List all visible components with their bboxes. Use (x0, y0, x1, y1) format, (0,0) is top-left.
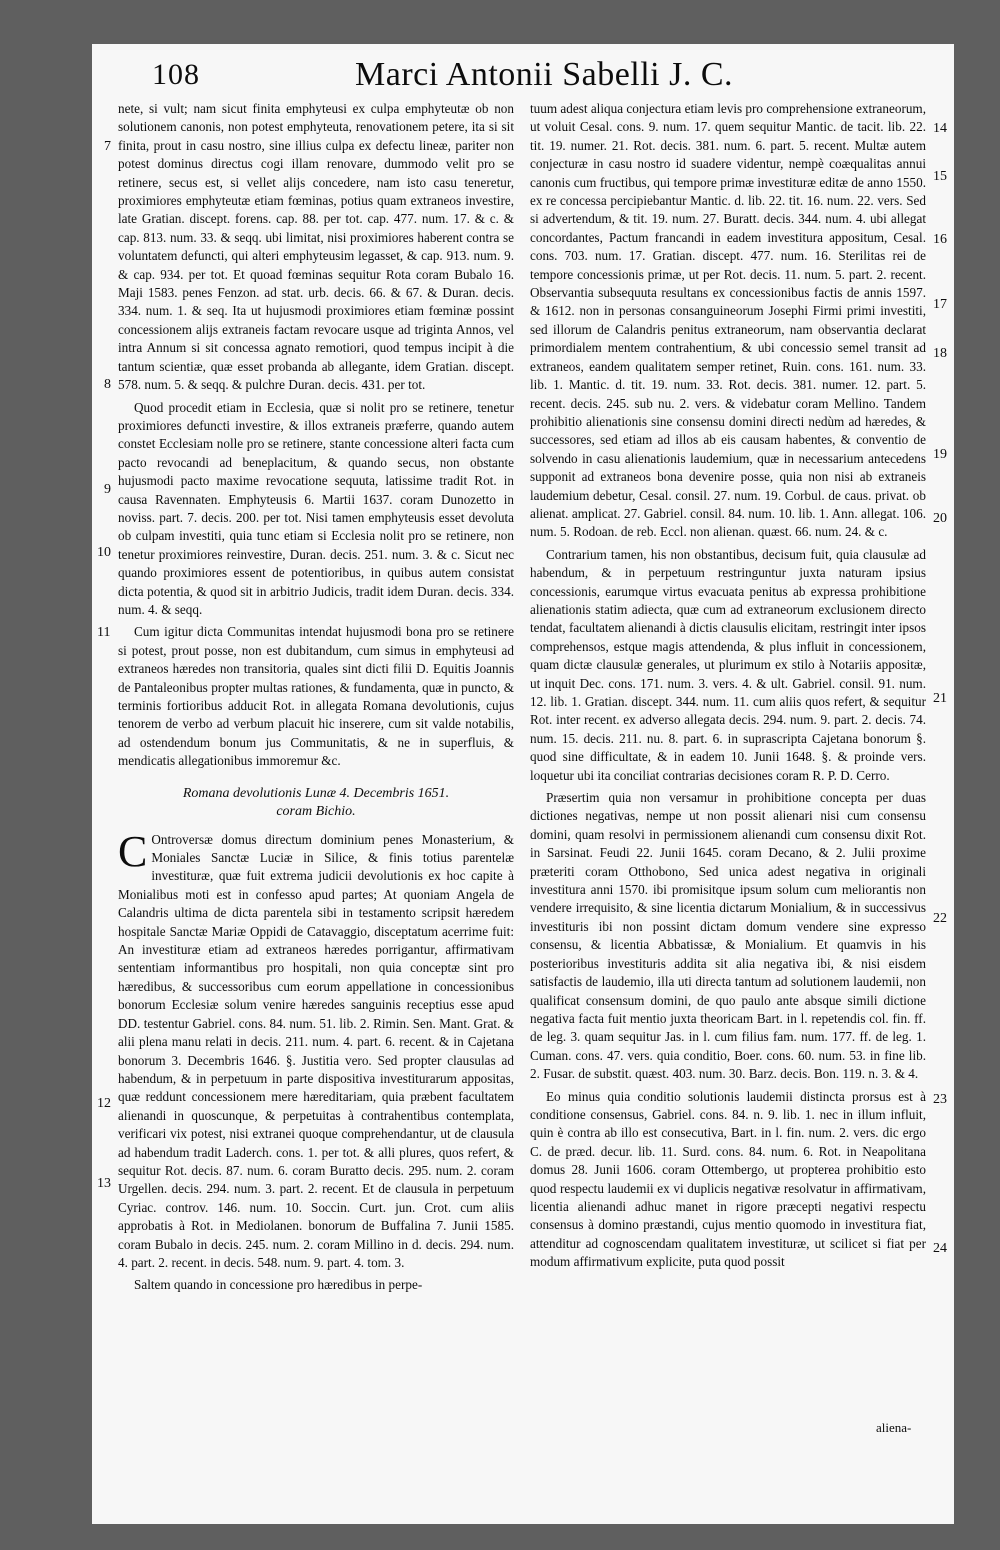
margin-number: 24 (933, 1241, 947, 1256)
margin-number: 7 (104, 139, 111, 154)
margin-number: 11 (97, 625, 111, 640)
left-paragraph-4 (118, 826, 514, 1273)
catchword: aliena- (876, 1420, 912, 1435)
right-column (530, 100, 926, 1272)
right-paragraph-2: Contrarium tamen, his non obstantibus, decisum fuit, quia clausulæ ad habendum, & in perpetuum restringuntur juxta naturam ipsius concessionis, earumque virtus evacuata penitus ab expressa prohibitione alienationis statim adiecta, quæ cum ad extraneorum exclusionem directo tendat, facultatem alienandi à dictis clausulis elicitam, restringit inter ipsos comprehensos, estque magis attendenda, & plus influit in concessionem, quam dictæ clausulæ generales, ut plurimum ex stilo à Notariis appositæ, ut inquit Dec. cons. 171. num. 3. vers. 4. & ult. Gabriel. consil. 91. num. 12. lib. 1. Gratian. discept. 344. num. 11. cum aliis quos refert, & sequitur Rot. inter recent. ex adverso allegata decis. 294. num. 9. part. 2. decis. 74. num. 15. decis. 211. nu. 8. part. 6. in suprascripta Cajetana bonorum §. quod sine difficultate, & in eadem 10. Junii 1648. §. & proinde vers. loquetur ubi ita conciliat contrarias decisiones coram R. P. D. Cerro. (530, 546, 926, 783)
margin-number: 21 (933, 691, 947, 706)
left-paragraph-2: Quod procedit etiam in Ecclesia, quæ si nolit pro se retinere, tenetur proximiores defuncti investire, & illos extraneis præferre, quando autem constet Ecclesiam nolle pro se retinere, stante concessione alteri facta cum pacto revocandi ad beneplacitum, & quando secus, non obstante hujusmodi pacto maxime revocatione sequuta, latissime tradit Rot. in causa Ravennaten. Emphyteusis 6. Martii 1637. coram Dunozetto in noviss. part. 7. decis. 200. per tot. Nisi tamen emphyteusis esset devoluta ob culpam investiti, quia tunc etiam si Ecclesia nolit pro se retinere, non tenetur proximiores reinvestire, Duran. decis. 251. num. 3. & c. Sicut nec quando proximiores essent de potentioribus, in quibus autem consistat dicta potentia, & quod sit in arbitrio Judicis, tradit idem Duran. decis. 334. num. 4. & seqq. (118, 399, 514, 617)
running-title: Marci Antonii Sabelli J. C. (355, 56, 734, 93)
case-heading-line-1: Romana devolutionis Lunæ 4. Decembris 1651. (182, 785, 450, 801)
margin-number: 23 (933, 1092, 947, 1107)
left-column (118, 100, 514, 1295)
margin-number: 16 (933, 232, 947, 247)
case-heading-line-2: coram Bichio. (276, 803, 356, 819)
right-paragraph-3: Præsertim quia non versamur in prohibitione concepta per duas dictiones negativas, nempe ut non possit alienari nisi cum consensu domini, quam resolvi in permissionem alienandi cum consensu dixit Rot. in Sarsinat. Feudi 22. Junii 1645. coram Decano, & 2. Julii proxime præteriti coram Otthobono, Sed unica adest negativa in originali investitura anni 1570. ibi promisitque ipsum solum cum meliorantis non vendere irrequisito, & sine licentia dictarum Monialium, & in successivus investituris ibi non possint dictam domum vendere sine expresso consensu, & licentia Abbatissæ, & Monialium. Et quamvis in his posterioribus investituris addita sit alia negativa ibi, & nisi eisdem satisfactis de laudemio, illa uti directa tantum ad solutionem laudemii, non qualificat consensum domini, de quo paulo ante absque simili dictione negativa facta fuit mentio juxta theoricam Bart. in l. repetendis col. fin. ff. de leg. 3. quam sequitur Jas. in l. cum filius fam. num. 177. ff. de leg. 1. Cuman. cons. 47. vers. quia conditio, Boer. cons. 60. num. 53. in fine lib. 2. Fusar. de substit. quæst. 403. num. 30. Barz. decis. Bon. 119. n. 3. & 4. (530, 790, 926, 1082)
drop-cap: C (118, 826, 148, 876)
left-paragraph-4-text: Ontroversæ domus directum dominium penes Monasterium, & Moniales Sanctæ Luciæ in Silice, & finis totius parentelæ investituræ, quæ fuit extrema judicii devolutionis ex hoc capite à Monialibus moti est in confesso apud partes; At quoniam Angela de Calandris ultima de dicta parentela sibi in testamento scripsit hæredem hospitale Sanctæ Mariæ Oppidi de Catavaggio, disceptatum acerrime fuit: An investituræ etiam ad extraneos hæredes porrigantur, affirmativam sententiam informantibus pro hospitali, non quia conceptæ sint pro hæredibus, & successoribus cum eorum appellatione in concessionibus bonorum Ecclesiæ solum venire hæredes sanguinis receptius esse apud DD. testentur Gabriel. cons. 84. num. 51. lib. 2. Rimin. Sen. Mant. Grat. & alii plena manu relati in decis. 211. num. 4. part. 6. recent. & in Cajetana bonorum 3. Decembris 1646. §. Justitia vero. Sed propter clausulas ad habendum, & in perpetuum in parte dispositiva investiturarum appositas, quæ reddunt concessionem mere hæreditariam, quia præbent facultatem alienandi in quoscunque, & perpetuitas à contrahentibus contemplata, verificari vix potest, nisi extranei quoque comprehendantur, ut de clausula ad habendum tradit Laderch. cons. 1. per tot. & alli plures, quos refert, & sequitur Rot. decis. 87. num. 6. coram Buratto decis. 295. num. 2. coram Urgellen. decis. 294. num. 3. part. 2. recent. Et de clausula in perpetuum Cyriac. controv. 146. num. 10. Soccin. Curt. jun. Crot. cum aliis approbatis à Rot. in Mediolanen. bonorum de Buffalina 7. Junii 1585. coram Bubalo in decis. 245. num. 2. coram Millino in d. decis. 294. num. 4. part. 2. recent. in decis. 548. num. 9. part. 4. tom. 3. (118, 831, 514, 1270)
page-number: 108 (152, 58, 200, 91)
margin-number: 10 (97, 545, 111, 560)
case-heading (118, 785, 514, 821)
margin-number: 15 (933, 169, 947, 184)
margin-number: 18 (933, 346, 947, 361)
margin-number: 14 (933, 121, 947, 136)
margin-number: 8 (104, 377, 111, 392)
left-paragraph-3: Cum igitur dicta Communitas intendat hujusmodi bona pro se retinere si potest, prout posse, non est dubitandum, cum simus in emphyteusi ad extraneos hæredes non transitoria, quales sint dicti filii D. Equitis Joannis de Pantaleonibus propter multas rationes, & fundamenta, quæ in puncto, & terminis fortioribus adducit Rot. in allegata Romana devolutionis, cujus tenorem de verbo ad verbum placuit hic inserere, cum sit valde notabilis, ad ostendendum bonum jus Communitatis, & ne in superfluis, & mendicatis allegationibus immoremur &c. (118, 624, 514, 769)
margin-number: 17 (933, 297, 947, 312)
margin-number: 20 (933, 511, 947, 526)
margin-number: 22 (933, 911, 947, 926)
right-paragraph-4: Eo minus quia conditio solutionis laudemii distincta prorsus est à conditione consensus, Gabriel. cons. 84. n. 9. lib. 1. nec in illum influit, quin è contra ab illo est consecutiva, Bart. in l. fin. num. 2. vers. dic ergo C. de præd. decur. lib. 11. Surd. cons. 84. num. 6. Rot. in Neapolitana domus 28. Junii 1606. coram Ottembergo, ut propterea prohibitio esto quod respectu laudemii ex vi duplicis negativæ resolvatur in affirmativam, licentia alienandi adhuc manet in rigore præcepti negativi respectu consensus à domino præstandi, cujus mentio quomodo in investitura fiat, attenditur ad cognoscendam qualitatem investituræ, ut scilicet si fiat per modum affirmativum explicite, puta quod possit (530, 1088, 926, 1270)
margin-number: 12 (97, 1096, 111, 1111)
margin-number: 9 (104, 482, 111, 497)
margin-number: 19 (933, 447, 947, 462)
left-paragraph-1: nete, si vult; nam sicut finita emphyteusi ex culpa emphyteutæ ob non solutionem canonis, non potest emphyteuta, renovationem petere, ita si sit finita, prout in casu nostro, sine illius culpa ex defectu lineæ, pariter non potest dominus directus cogi illam renovare, dummodo velit pro se retinere, secus est, si vellet alijs concedere, nam isto casu teneretur, proximiores emphyteutæ etiam fœminas, potius quam extraneos investire, late Gratian. discept. forens. cap. 88. per tot. cap. 477. num. 17. & c. & cap. 813. num. 33. & seqq. ubi limitat, nisi proximiores haberent contra se voluntatem defuncti, qui alteri emphyteusim legasset, & cap. 913. num. 9. & cap. 934. per tot. Et quoad fœminas sequitur Rota coram Bubalo 16. Maji 1583. penes Fenzon. ad stat. urb. decis. 66. & 67. & Duran. decis. 334. num. 1. & seq. Ita ut hujusmodi proximiores etiam fœminæ possint concessionem alijs extraneis factam revocare usque ad triginta Annos, vel intra Annum si sit concessa agnato remotiori, quod tempus incipit à die tantum scientiæ, quæ esset probanda ab allegante, idem Gratian. discept. 578. num. 5. & seqq. & pulchre Duran. decis. 431. per tot. (118, 101, 514, 393)
right-paragraph-1: tuum adest aliqua conjectura etiam levis pro comprehensione extraneorum, ut voluit Cesal. cons. 9. num. 17. quem sequitur Mantic. de tacit. lib. 22. tit. 19. numer. 21. Rot. decis. 381. num. 6. part. 5. recent. Multæ autem conjecturæ in casu nostro id suadere videntur, nempè coæqualitas annui canonis cum fructibus, qui tempore primæ investituræ editæ de anno 1550. ex re concessa percipiebantur Mantic. d. lib. 22. tit. 16. num. 22. vers. Sed si advertendum, & tit. 19. num. 27. Buratt. decis. 344. num. 4. ubi allegat concordantes, Pactum francandi in eadem investitura appositum, Cesal. cons. 703. num. 17. Gratian. discept. 477. num. 16. Sterilitas rei de tempore concessionis primæ, ut per Rot. decis. 11. num. 5. part. 2. recent. Observantia subsequuta resultans ex concessionibus factis de annis 1597. & 1612. non in personas consanguineorum Josephi Firmi primi investiti, sed illorum de Calandris penitus extraneorum, nam observantia declarat primordialem mentem contrahentium, & ubi concessio semel transit ad extraneos, eandem qualitatem semper retinet, Ruin. cons. 161. num. 33. lib. 1. Mantic. d. tit. 19. num. 33. Rot. decis. 381. numer. 12. part. 5. recent. decis. 245. sub nu. 2. vers. & videbatur coram Mellino. Tandem prohibitio alienationis sine consensu domini directi nedùm ad hæredes, & successores, sed etiam ad illos ab eis causam habentes, & conventio de solvendo in casu alienationis laudemium, quæ in necessarium antecedens supponit ad extraneos bona devenire posse, quia non nisi ab extraneis laudemium debetur, Cesal. consil. 27. num. 19. Corbul. de caus. privat. ob alienat. amplicat. 27. Gabriel. consil. 84. num. 10. lib. 1. Ann. allegat. 106. num. 5. Rodoan. de reb. Eccl. non alienan. quæst. 66. num. 24. & c. (530, 101, 926, 540)
left-paragraph-5: Saltem quando in concessione pro hæredibus in perpe- (134, 1277, 423, 1293)
margin-number: 13 (97, 1176, 111, 1191)
